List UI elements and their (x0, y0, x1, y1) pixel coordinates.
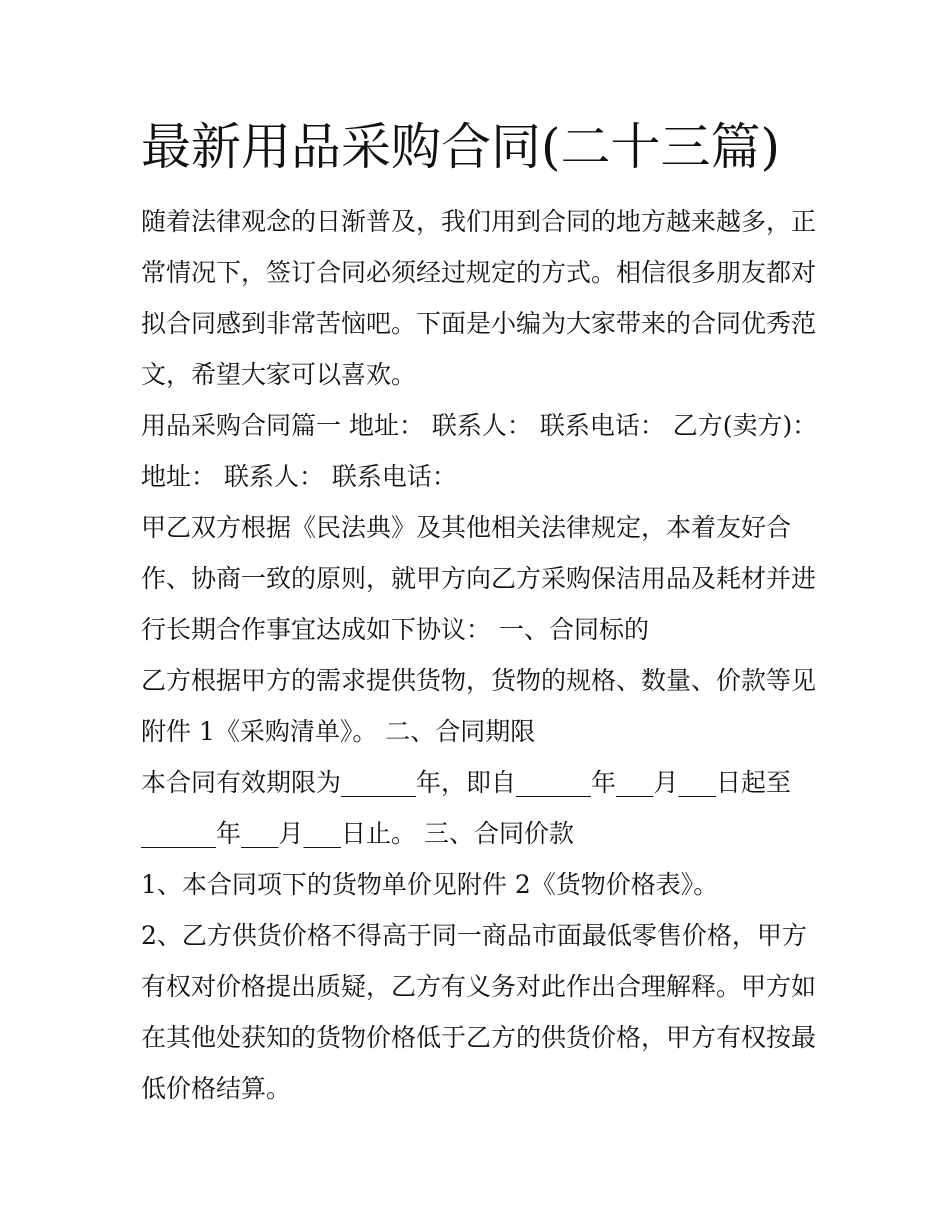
body-line: 地址： 联系人： 联系电话： (141, 462, 457, 491)
body-line: 行长期合作事宜达成如下协议： 一、合同标的 (141, 615, 649, 644)
body-line: 有权对价格提出质疑，乙方有义务对此作出合理解释。甲方如 (141, 972, 817, 1001)
body-line: 附件 1《采购清单》。 二、合同期限 (141, 717, 536, 746)
body-line: 2、乙方供货价格不得高于同一商品市面最低零售价格，甲方 (141, 921, 807, 950)
document-title: 最新用品采购合同(二十三篇) (141, 118, 781, 176)
body-line: 常情况下，签订合同必须经过规定的方式。相信很多朋友都对 (141, 258, 817, 287)
body-line: 拟合同感到非常苦恼吧。下面是小编为大家带来的合同优秀范 (141, 309, 817, 338)
body-line: 用品采购合同篇一 地址： 联系人： 联系电话： 乙方(卖方)： (141, 411, 818, 440)
body-line: 1、本合同项下的货物单价见附件 2《货物价格表》。 (141, 870, 719, 899)
body-line: 随着法律观念的日渐普及，我们用到合同的地方越来越多，正 (141, 207, 817, 236)
body-line: ______年___月___日止。 三、合同价款 (141, 819, 574, 848)
body-line: 文，希望大家可以喜欢。 (141, 360, 417, 389)
body-line: 乙方根据甲方的需求提供货物，货物的规格、数量、价款等见 (141, 666, 817, 695)
body-line: 在其他处获知的货物价格低于乙方的供货价格，甲方有权按最 (141, 1023, 817, 1052)
body-line: 低价格结算。 (141, 1074, 292, 1103)
body-line: 本合同有效期限为______年，即自______年___月___日起至 (141, 768, 792, 797)
document-body (141, 196, 821, 1114)
body-line: 作、协商一致的原则，就甲方向乙方采购保洁用品及耗材并进 (141, 564, 817, 593)
body-line: 甲乙双方根据《民法典》及其他相关法律规定，本着友好合 (141, 513, 792, 542)
